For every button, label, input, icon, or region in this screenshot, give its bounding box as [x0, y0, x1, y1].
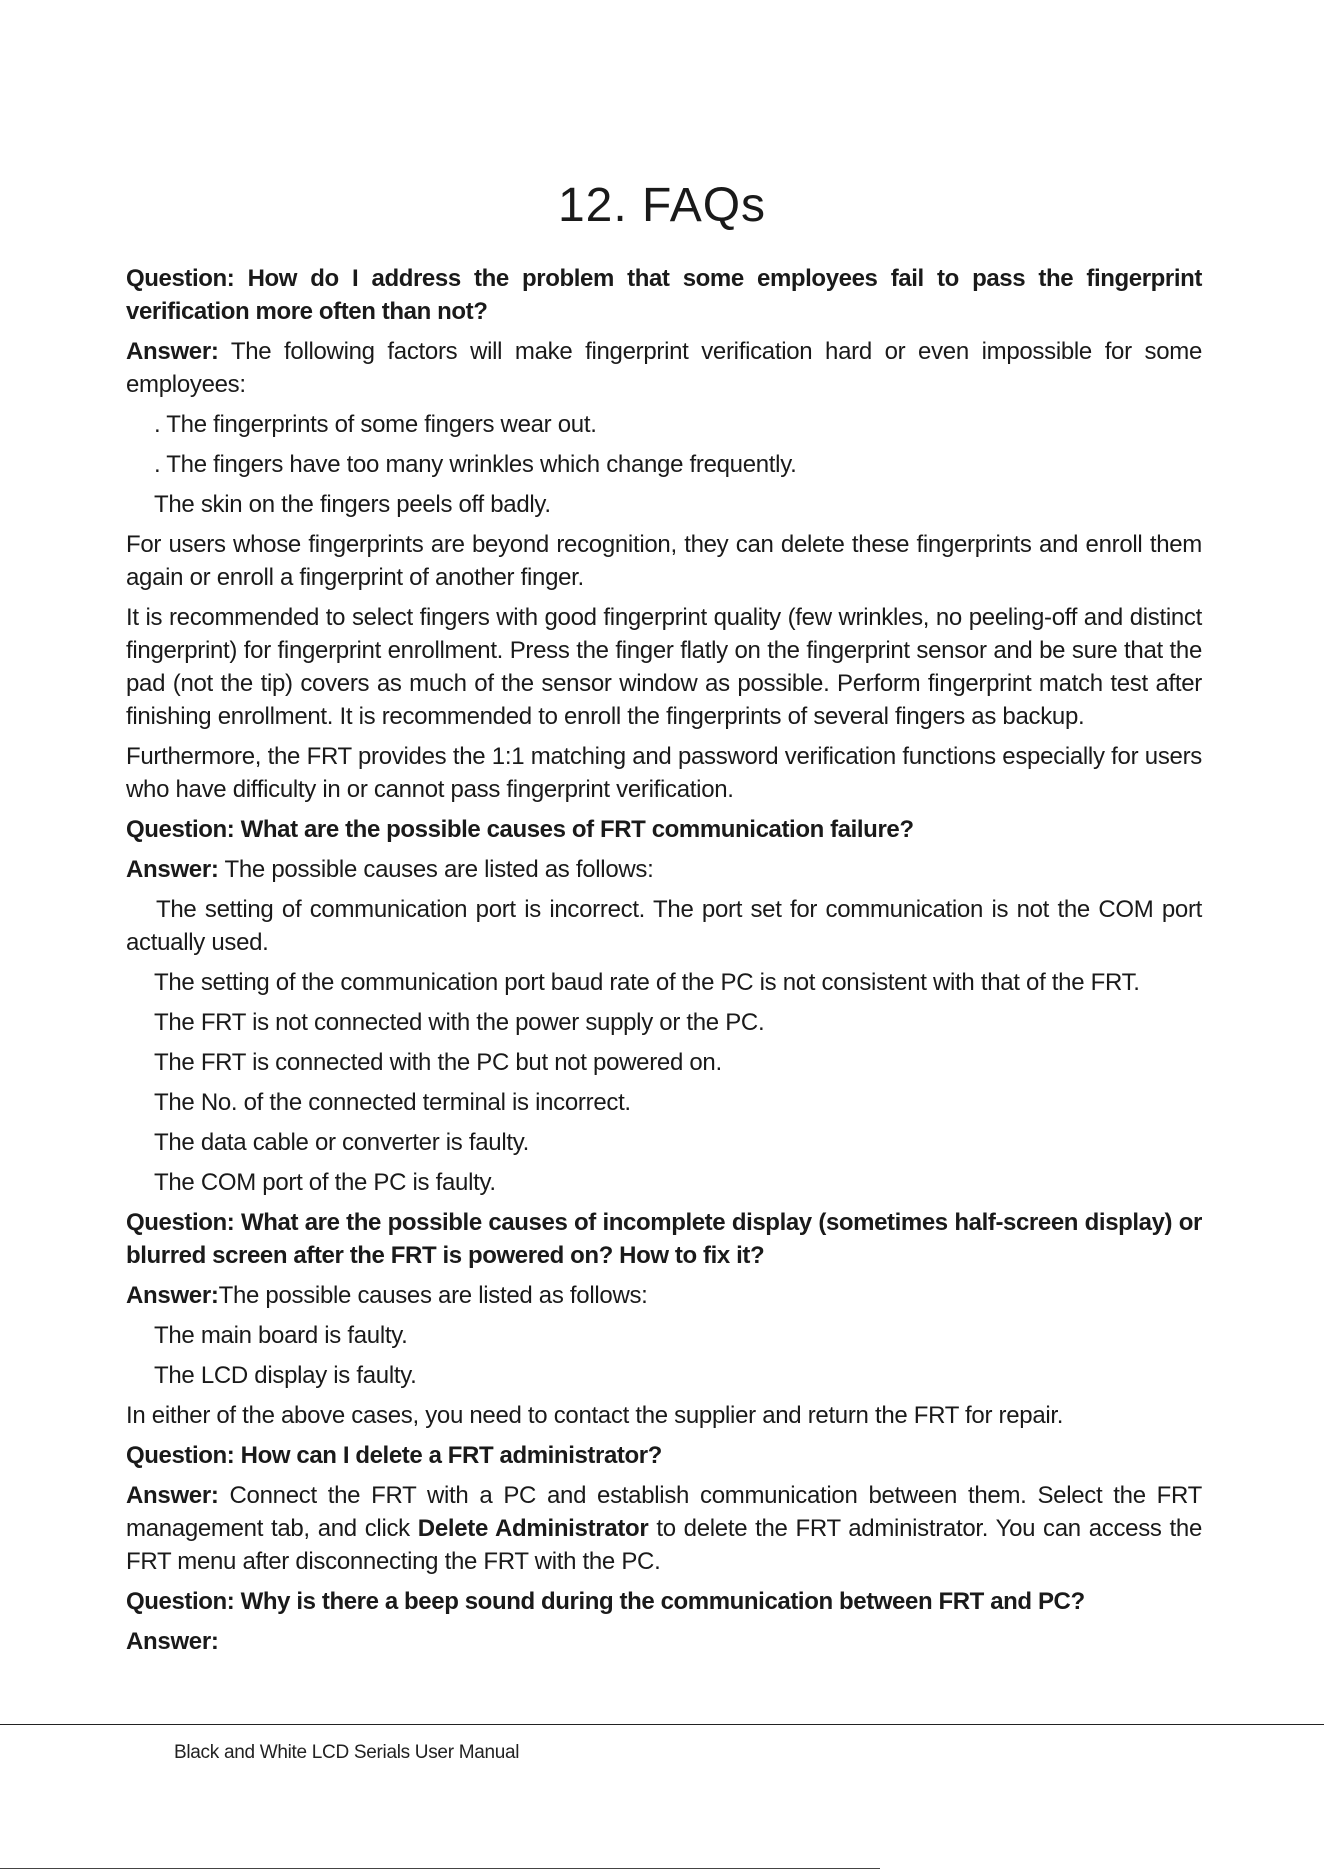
faq-answer	[126, 335, 1202, 401]
list-item: The setting of the communication port baud rate of the PC is not consistent with that of the FRT.	[154, 969, 1140, 996]
list-item: The FRT is connected with the PC but not powered on.	[154, 1049, 722, 1076]
faq-content	[126, 262, 1202, 1665]
faq-answer	[126, 1625, 1202, 1658]
paragraph: In either of the above cases, you need to contact the supplier and return the FRT for repair.	[126, 1402, 1064, 1429]
paragraph: It is recommended to select fingers with good fingerprint quality (few wrinkles, no peeling-off and distinct fingerprint) for fingerprint enrollment. Press the finger flatly on the fingerprint sensor and be sure that the pad (not the tip) covers as much of the sensor window as possible. Perform fingerprint match test after finishing enrollment. It is recommended to enroll the fingerprints of several fingers as backup.	[126, 604, 1202, 730]
answer-text: to delete the FRT administrator. You can access the FRT menu after disconnecting the FRT with the PC.	[126, 1515, 1202, 1575]
footer-text: Black and White LCD Serials User Manual	[174, 1742, 520, 1763]
answer-label: Answer:	[126, 1482, 219, 1509]
list-item: The FRT is not connected with the power supply or the PC.	[154, 1009, 765, 1036]
list-item: . The fingerprints of some fingers wear out.	[154, 411, 597, 438]
footer-divider	[0, 1724, 1324, 1725]
list-item: The COM port of the PC is faulty.	[154, 1169, 496, 1196]
bottom-divider	[0, 1868, 880, 1869]
faq-question: Question: Why is there a beep sound during the communication between FRT and PC?	[126, 1588, 1085, 1615]
delete-administrator-term: Delete Administrator	[417, 1515, 649, 1542]
faq-answer	[126, 1479, 1202, 1578]
faq-answer	[126, 1279, 1202, 1312]
list-item: The skin on the fingers peels off badly.	[154, 491, 551, 518]
answer-text: Connect the FRT with a PC and establish communication between them. Select the FRT management tab, and click	[126, 1482, 1202, 1542]
answer-label: Answer:	[126, 856, 219, 883]
answer-label: Answer:	[126, 1628, 219, 1655]
faq-answer	[126, 853, 1202, 886]
answer-text: The following factors will make fingerprint verification hard or even impossible for some employees:	[126, 338, 1202, 398]
list-item: The main board is faulty.	[154, 1322, 408, 1349]
answer-label: Answer:	[126, 338, 219, 365]
answer-text: The possible causes are listed as follows:	[218, 856, 654, 883]
answer-label: Answer:	[126, 1282, 219, 1309]
list-item: The No. of the connected terminal is incorrect.	[154, 1089, 631, 1116]
answer-text: The possible causes are listed as follows:	[218, 1282, 648, 1309]
list-item: The data cable or converter is faulty.	[154, 1129, 530, 1156]
list-item: The LCD display is faulty.	[154, 1362, 417, 1389]
faq-question: Question: How do I address the problem that some employees fail to pass the fingerprint verification more often than not?	[126, 265, 1202, 325]
list-item: . The fingers have too many wrinkles which change frequently.	[154, 451, 797, 478]
faq-question: Question: What are the possible causes of FRT communication failure?	[126, 816, 914, 843]
paragraph: Furthermore, the FRT provides the 1:1 matching and password verification functions especially for users who have difficulty in or cannot pass fingerprint verification.	[126, 743, 1202, 803]
faq-question: Question: How can I delete a FRT administrator?	[126, 1442, 662, 1469]
paragraph: For users whose fingerprints are beyond recognition, they can delete these fingerprints and enroll them again or enroll a fingerprint of another finger.	[126, 531, 1202, 591]
faq-question: Question: What are the possible causes of incomplete display (sometimes half-screen display) or blurred screen after the FRT is powered on? How to fix it?	[126, 1209, 1202, 1269]
list-item: The setting of communication port is incorrect. The port set for communication is not the COM port actually used.	[126, 896, 1202, 956]
page-title: 12. FAQs	[557, 179, 767, 232]
